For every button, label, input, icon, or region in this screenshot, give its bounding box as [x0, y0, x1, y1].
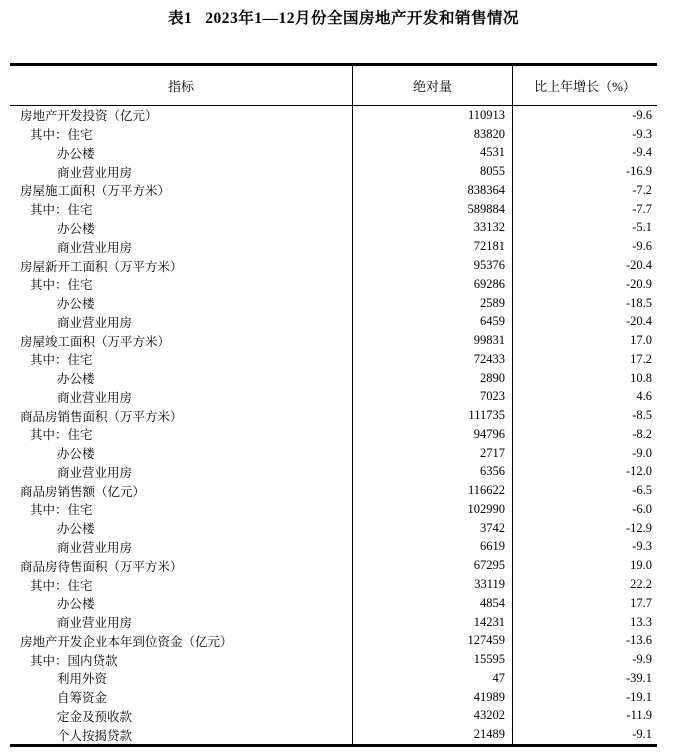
- column-header-indicator: 指标: [10, 66, 353, 105]
- growth-value-cell: [513, 444, 657, 463]
- growth-value: 22.2: [630, 577, 652, 592]
- absolute-value-cell: [353, 669, 513, 688]
- table-row: [10, 650, 657, 669]
- absolute-value: 127459: [467, 633, 505, 648]
- absolute-value-cell: [353, 556, 513, 575]
- absolute-value: 7023: [480, 389, 505, 404]
- absolute-value-cell: [353, 125, 513, 144]
- indicator-label: 房屋新开工面积（万平方米）: [20, 259, 183, 274]
- table-row: [10, 237, 657, 256]
- table-row: [10, 481, 657, 500]
- indicator-cell: [10, 425, 353, 444]
- growth-value-cell: [513, 144, 657, 163]
- absolute-value-cell: [353, 538, 513, 557]
- growth-value: -9.3: [632, 539, 652, 554]
- growth-value: -39.1: [625, 670, 652, 685]
- indicator-cell: [10, 275, 353, 294]
- indicator-label: 其中：住宅: [30, 203, 93, 218]
- absolute-value: 111735: [468, 408, 505, 423]
- absolute-value: 2890: [480, 370, 505, 385]
- indicator-cell: [10, 181, 353, 200]
- growth-value: 17.0: [630, 333, 652, 348]
- growth-value-cell: [513, 631, 657, 650]
- indicator-label: 其中：住宅: [30, 503, 93, 518]
- table-row: [10, 669, 657, 688]
- growth-value: -9.9: [632, 652, 652, 667]
- indicator-label: 商业营业用房: [57, 390, 133, 405]
- growth-value: -13.6: [625, 633, 652, 648]
- table-row: [10, 556, 657, 575]
- growth-value: -12.9: [625, 520, 652, 535]
- absolute-value: 95376: [473, 258, 505, 272]
- growth-value: 17.7: [630, 595, 652, 610]
- absolute-value-cell: [353, 594, 513, 613]
- table-row: [10, 631, 657, 650]
- table-title-text: 2023年1—12月份全国房地产开发和销售情况: [205, 10, 520, 27]
- absolute-value: 6356: [480, 464, 505, 479]
- growth-value: -9.0: [632, 445, 652, 460]
- indicator-cell: [10, 594, 353, 613]
- growth-value-cell: [513, 500, 657, 519]
- absolute-value-cell: [353, 106, 513, 125]
- absolute-value-cell: [353, 631, 513, 650]
- indicator-label: 办公楼: [57, 522, 95, 537]
- growth-value: -7.7: [632, 201, 652, 216]
- indicator-cell: [10, 538, 353, 557]
- absolute-value-cell: [353, 650, 513, 669]
- growth-value-cell: [513, 669, 657, 688]
- growth-value: -19.1: [625, 689, 652, 704]
- table-row: [10, 387, 657, 406]
- table-row: [10, 162, 657, 181]
- indicator-label: 商业营业用房: [57, 315, 133, 330]
- growth-value: -18.5: [625, 295, 652, 310]
- statistics-table: [10, 63, 657, 747]
- indicator-cell: [10, 406, 353, 425]
- indicator-cell: [10, 444, 353, 463]
- growth-value-cell: [513, 331, 657, 350]
- indicator-label: 房屋竣工面积（万平方米）: [20, 334, 171, 349]
- growth-value: -20.4: [625, 314, 652, 329]
- absolute-value: 94796: [473, 426, 505, 441]
- absolute-value-cell: [353, 406, 513, 425]
- indicator-cell: [10, 331, 353, 350]
- absolute-value: 72181: [473, 239, 505, 254]
- indicator-cell: [10, 256, 353, 275]
- growth-value-cell: [513, 294, 657, 313]
- absolute-value: 2589: [480, 295, 505, 310]
- table-row: [10, 725, 657, 744]
- growth-value-cell: [513, 200, 657, 219]
- indicator-label: 商品房待售面积（万平方米）: [20, 559, 183, 574]
- absolute-value: 102990: [467, 501, 505, 516]
- absolute-value: 6459: [480, 314, 505, 329]
- growth-value-cell: [513, 350, 657, 369]
- absolute-value-cell: [353, 350, 513, 369]
- growth-value-cell: [513, 219, 657, 238]
- absolute-value: 116622: [467, 483, 505, 498]
- growth-value-cell: [513, 613, 657, 632]
- absolute-value: 2717: [480, 445, 505, 460]
- table-row: [10, 294, 657, 313]
- growth-value-cell: [513, 125, 657, 144]
- table-row: [10, 688, 657, 707]
- indicator-label: 商业营业用房: [57, 165, 133, 180]
- indicator-label: 其中：住宅: [30, 353, 93, 368]
- indicator-label: 商业营业用房: [57, 240, 133, 255]
- table-row: [10, 369, 657, 388]
- absolute-value-cell: [353, 519, 513, 538]
- growth-value: -9.6: [632, 239, 652, 254]
- table-row: [10, 275, 657, 294]
- indicator-label: 其中：住宅: [30, 428, 93, 443]
- growth-value-cell: [513, 237, 657, 256]
- indicator-cell: [10, 162, 353, 181]
- absolute-value-cell: [353, 312, 513, 331]
- absolute-value-cell: [353, 144, 513, 163]
- table-number: 表1: [167, 10, 193, 27]
- table-row: [10, 707, 657, 726]
- absolute-value-cell: [353, 725, 513, 744]
- table-header-row: [10, 66, 657, 106]
- indicator-label: 办公楼: [57, 221, 95, 236]
- absolute-value-cell: [353, 425, 513, 444]
- growth-value-cell: [513, 575, 657, 594]
- growth-value-cell: [513, 181, 657, 200]
- absolute-value-cell: [353, 256, 513, 275]
- growth-value: -20.9: [625, 276, 652, 291]
- growth-value-cell: [513, 106, 657, 125]
- absolute-value: 14231: [473, 614, 505, 629]
- growth-value-cell: [513, 312, 657, 331]
- growth-value-cell: [513, 406, 657, 425]
- indicator-cell: [10, 650, 353, 669]
- table-row: [10, 463, 657, 482]
- indicator-label: 办公楼: [57, 597, 95, 612]
- growth-value-cell: [513, 594, 657, 613]
- indicator-label: 办公楼: [57, 297, 95, 312]
- absolute-value-cell: [353, 613, 513, 632]
- absolute-value: 15595: [473, 652, 505, 667]
- table-row: [10, 181, 657, 200]
- indicator-label: 办公楼: [57, 447, 95, 462]
- table-row: [10, 125, 657, 144]
- indicator-label: 其中：住宅: [30, 278, 93, 293]
- table-row: [10, 350, 657, 369]
- growth-value-cell: [513, 256, 657, 275]
- table-row: [10, 594, 657, 613]
- absolute-value-cell: [353, 387, 513, 406]
- table-row: [10, 406, 657, 425]
- table-row: [10, 106, 657, 125]
- table-row: [10, 500, 657, 519]
- absolute-value: 3742: [480, 520, 505, 535]
- column-header-growth: 比上年增长（%）: [534, 79, 636, 94]
- indicator-label: 办公楼: [57, 146, 95, 161]
- indicator-cell: [10, 369, 353, 388]
- indicator-cell: [10, 725, 353, 744]
- table-row: [10, 256, 657, 275]
- indicator-cell: [10, 707, 353, 726]
- growth-value-cell: [513, 556, 657, 575]
- indicator-cell: [10, 144, 353, 163]
- absolute-value: 83820: [473, 126, 505, 141]
- absolute-value-cell: [353, 275, 513, 294]
- table-row: [10, 444, 657, 463]
- table-row: [10, 425, 657, 444]
- indicator-cell: [10, 556, 353, 575]
- indicator-cell: [10, 312, 353, 331]
- growth-value-cell: [513, 481, 657, 500]
- indicator-cell: [10, 631, 353, 650]
- table-row: [10, 200, 657, 219]
- growth-value-cell: [513, 387, 657, 406]
- absolute-value-cell: [353, 481, 513, 500]
- absolute-value-cell: [353, 181, 513, 200]
- absolute-value-cell: [353, 219, 513, 238]
- absolute-value: 8055: [480, 164, 505, 179]
- absolute-value: 47: [492, 670, 505, 685]
- growth-value: -12.0: [625, 464, 652, 479]
- growth-value: -6.5: [632, 483, 652, 498]
- growth-value: -11.9: [626, 708, 652, 723]
- table-row: [10, 312, 657, 331]
- indicator-cell: [10, 688, 353, 707]
- growth-value-cell: [513, 369, 657, 388]
- indicator-label: 其中：国内贷款: [30, 653, 118, 668]
- indicator-label: 利用外资: [57, 672, 108, 687]
- indicator-label: 商业营业用房: [57, 540, 133, 555]
- growth-value-cell: [513, 725, 657, 744]
- growth-value: -9.3: [632, 126, 652, 141]
- table-row: [10, 331, 657, 350]
- growth-value: -9.1: [632, 727, 652, 742]
- growth-value: 4.6: [636, 389, 652, 404]
- indicator-cell: [10, 463, 353, 482]
- indicator-label: 房屋施工面积（万平方米）: [20, 184, 171, 199]
- indicator-label: 其中：住宅: [30, 578, 93, 593]
- indicator-cell: [10, 237, 353, 256]
- absolute-value: 69286: [473, 276, 505, 291]
- absolute-value-cell: [353, 707, 513, 726]
- absolute-value-cell: [353, 500, 513, 519]
- absolute-value: 838364: [467, 182, 505, 197]
- indicator-cell: [10, 200, 353, 219]
- growth-value-cell: [513, 688, 657, 707]
- growth-value: -8.2: [632, 426, 652, 441]
- absolute-value: 4531: [480, 145, 505, 160]
- growth-value: -20.4: [625, 258, 652, 272]
- indicator-cell: [10, 106, 353, 125]
- absolute-value-cell: [353, 575, 513, 594]
- indicator-label: 房地产开发企业本年到位资金（亿元）: [20, 634, 233, 649]
- indicator-label: 定金及预收款: [57, 709, 133, 724]
- indicator-cell: [10, 519, 353, 538]
- indicator-cell: [10, 350, 353, 369]
- growth-value: -8.5: [632, 408, 652, 423]
- absolute-value-cell: [353, 200, 513, 219]
- indicator-label: 办公楼: [57, 372, 95, 387]
- absolute-value: 6619: [480, 539, 505, 554]
- absolute-value-cell: [353, 294, 513, 313]
- indicator-cell: [10, 125, 353, 144]
- indicator-cell: [10, 500, 353, 519]
- indicator-cell: [10, 481, 353, 500]
- growth-value: -9.6: [632, 107, 652, 122]
- growth-value: -7.2: [632, 182, 652, 197]
- growth-value: -5.1: [632, 220, 652, 235]
- growth-value-cell: [513, 463, 657, 482]
- growth-value-cell: [513, 538, 657, 557]
- indicator-cell: [10, 613, 353, 632]
- absolute-value: 43202: [473, 708, 505, 723]
- absolute-value: 41989: [473, 689, 505, 704]
- absolute-value-cell: [353, 444, 513, 463]
- absolute-value-cell: [353, 331, 513, 350]
- indicator-label: 其中：住宅: [30, 128, 93, 143]
- indicator-label: 商业营业用房: [57, 465, 133, 480]
- growth-value-cell: [513, 519, 657, 538]
- table-row: [10, 219, 657, 238]
- indicator-cell: [10, 294, 353, 313]
- absolute-value-cell: [353, 162, 513, 181]
- absolute-value: 99831: [473, 333, 505, 348]
- absolute-value: 33132: [473, 220, 505, 235]
- growth-value: -16.9: [625, 164, 652, 179]
- growth-value-cell: [513, 650, 657, 669]
- table-row: [10, 144, 657, 163]
- table-row: [10, 575, 657, 594]
- indicator-label: 商业营业用房: [57, 616, 133, 631]
- absolute-value-cell: [353, 463, 513, 482]
- growth-value: -9.4: [632, 145, 652, 160]
- indicator-label: 个人按揭贷款: [57, 728, 133, 743]
- absolute-value-cell: [353, 237, 513, 256]
- growth-value: -6.0: [632, 501, 652, 516]
- absolute-value-cell: [353, 688, 513, 707]
- indicator-label: 自筹资金: [57, 691, 108, 706]
- absolute-value: 110913: [467, 107, 505, 122]
- growth-value: 19.0: [630, 558, 652, 573]
- indicator-cell: [10, 219, 353, 238]
- growth-value: 13.3: [630, 614, 652, 629]
- absolute-value: 4854: [480, 595, 505, 610]
- growth-value-cell: [513, 275, 657, 294]
- table-row: [10, 538, 657, 557]
- growth-value: 10.8: [630, 370, 652, 385]
- absolute-value: 33119: [474, 577, 505, 592]
- growth-value: 17.2: [630, 351, 652, 366]
- absolute-value: 21489: [473, 727, 505, 742]
- table-row: [10, 519, 657, 538]
- table-title: [0, 6, 687, 28]
- growth-value-cell: [513, 425, 657, 444]
- indicator-label: 商品房销售额（亿元）: [20, 484, 146, 499]
- table-rows: [10, 106, 657, 744]
- table-row: [10, 613, 657, 632]
- growth-value-cell: [513, 707, 657, 726]
- absolute-value: 72433: [473, 351, 505, 366]
- indicator-cell: [10, 575, 353, 594]
- indicator-label: 房地产开发投资（亿元）: [20, 109, 158, 124]
- absolute-value: 589884: [467, 201, 505, 216]
- absolute-value-cell: [353, 369, 513, 388]
- column-header-absolute: 绝对量: [353, 66, 513, 105]
- indicator-cell: [10, 387, 353, 406]
- indicator-label: 商品房销售面积（万平方米）: [20, 409, 183, 424]
- growth-value-cell: [513, 162, 657, 181]
- indicator-cell: [10, 669, 353, 688]
- absolute-value: 67295: [473, 558, 505, 573]
